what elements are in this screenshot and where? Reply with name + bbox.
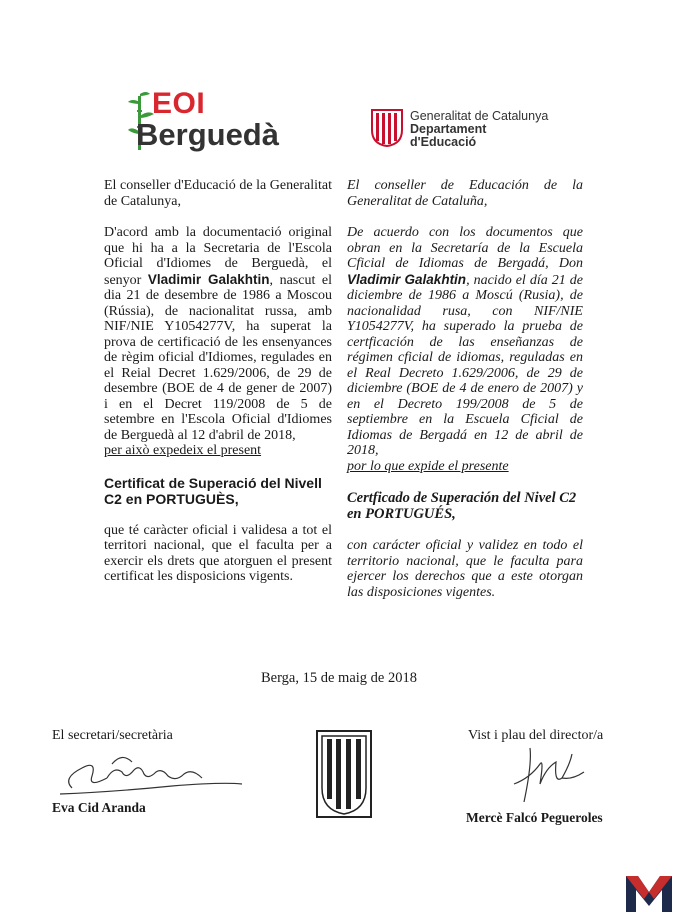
catalan-column [104, 178, 332, 585]
spanish-holder-name: Vladimir Galakhtin [347, 271, 467, 287]
director-signature-icon [510, 744, 590, 806]
spanish-issue-line: por lo que expide el presente [347, 458, 509, 474]
department-line1: Departament [410, 122, 487, 136]
catalan-body [104, 225, 332, 443]
spanish-certificate-title: Certficado de Superación del Nivel C2 en PORTUGUÉS, [347, 490, 577, 522]
spanish-closing: con carácter oficial y validez en todo el territorio nacional, que le faculta para ejercer los derechos que a este otorgan las disposiciones vigentes. [347, 538, 583, 600]
secretary-name: Eva Cid Aranda [52, 800, 146, 815]
catalan-certificate-title: Certificat de Superació del Nivell C2 en PORTUGUÈS, [104, 474, 322, 507]
catalan-closing: que té caràcter oficial i validesa a tot el territori nacional, que el faculta per a exercir els drets que atorguen el present certificat les disposicions vigents. [104, 522, 332, 584]
catalan-issue-line: per això expedeix el present [104, 443, 262, 458]
spanish-column [347, 178, 583, 600]
department-line2: d'Educació [410, 135, 477, 149]
generalitat-logo-text [410, 110, 548, 149]
spanish-body-pre: De acuerdo con los documentos que obran en la Secretaría de la Escuela Cficial de Idiomas de Bergadá, Don [347, 225, 583, 271]
catalan-holder-name: Vladimir Galakhtin [147, 271, 270, 287]
secretary-label: El secretari/secretària [52, 728, 173, 743]
catalan-body-post: , nascut el dia 21 de desembre de 1986 a Moscou (Rússia), de nacionalitat russa, amb NIF/NIE Y1054277V, ha superat la prova de certificació de les ensenyances de règim oficial d'Idiomes, regulades en el Reial Decret 1.629/2006, de 29 de desembre (BOE de 4 de gener de 2007) i en el Decret 119/2008 de 5 de setembre en l'Escola Oficial d'Idiomes de Berguedà al 12 d'abril de 2018, [104, 272, 332, 443]
place-date: Berga, 15 de maig de 2018 [261, 670, 417, 686]
secretary-signature-icon [52, 748, 252, 798]
director-name: Mercè Falcó Pegueroles [466, 810, 603, 825]
director-label: Vist i plau del director/a [468, 728, 604, 743]
generalitat-name: Generalitat de Catalunya [410, 109, 549, 123]
generalitat-logo-icon [370, 108, 404, 148]
catalan-body-pre: D'acord amb la documentació original que hi ha a la Secretaria de l'Escola Oficial d'Idiomes de Berguedà, el senyor [104, 225, 332, 288]
spanish-intro: El conseller de Educación de la Generalitat de Cataluña, [347, 178, 583, 209]
spanish-body [347, 225, 583, 459]
eoi-logo-line2: Berguedà [136, 117, 279, 152]
catalan-intro: El conseller d'Educació de la Generalitat de Catalunya, [104, 178, 332, 209]
eoi-logo-line1: EOI [152, 87, 206, 120]
catalan-seal-icon [316, 730, 372, 818]
spanish-body-post: , nacido el día 21 de diciembre de 1986 a Moscú (Rusia), de nacionalidad rusa, con NIF/NIE Y1054277V, ha superado la prueba de certficación de las enseñanzas de régimen cficial de idiomas, reguladas en el Real Decreto 1.629/2006, de 29 de diciembre (BOE de 4 de enero de 2007) y en el Decreto 199/2008 de 5 de septiembre en la Escuela Cficial de Idiomas de Bergadá en 12 de abril de 2018, [347, 272, 583, 458]
m-logo-icon [624, 872, 674, 914]
